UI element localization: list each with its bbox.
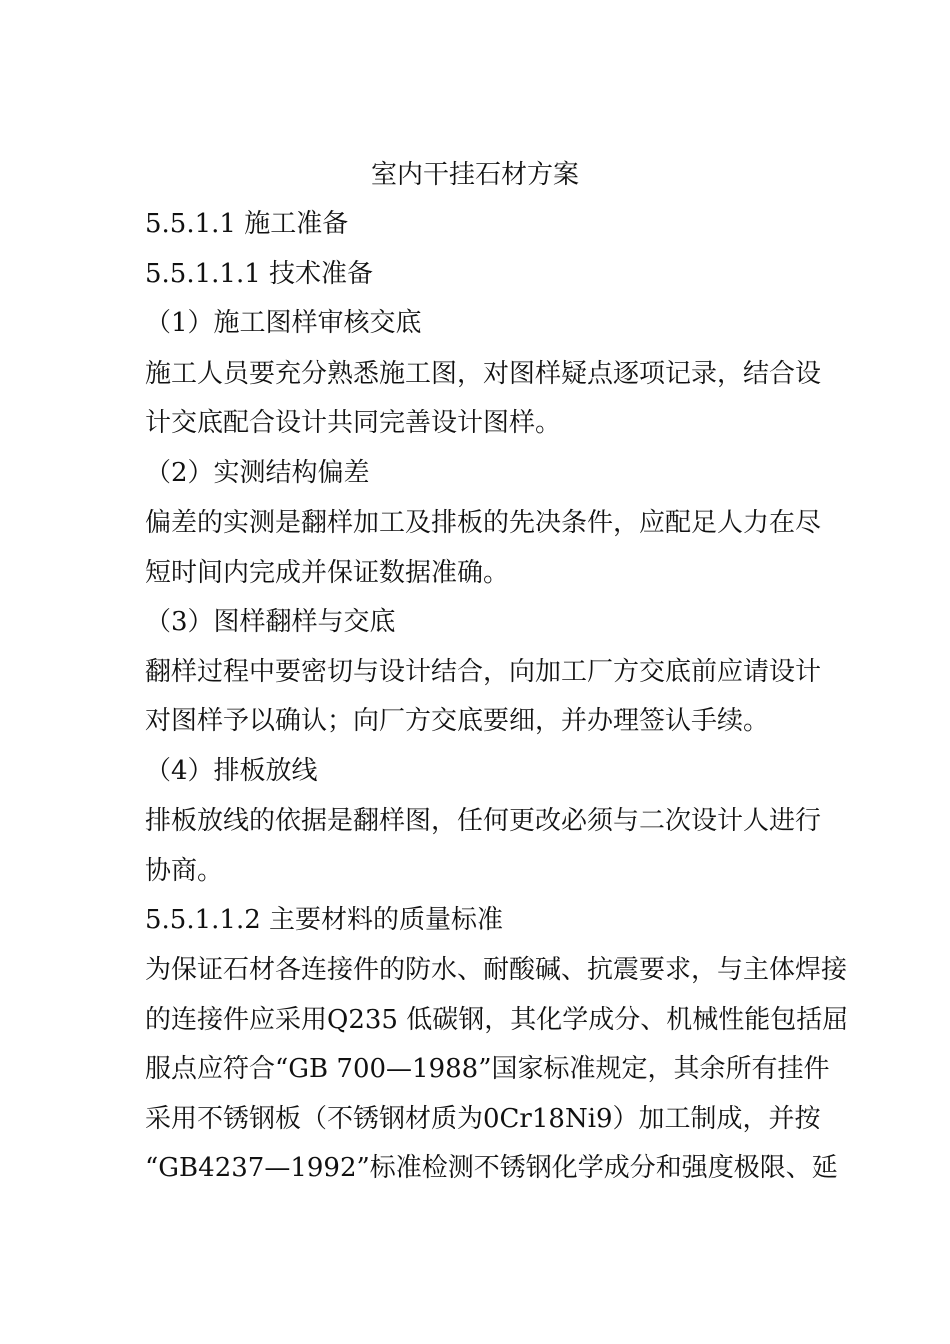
paragraph-line: 偏差的实测是翻样加工及排板的先决条件，应配足人力在尽 xyxy=(145,508,822,538)
paragraph-line: “GB4237—1992”标准检测不锈钢化学成分和强度极限、延 xyxy=(145,1153,838,1183)
paragraph-line: 对图样予以确认；向厂方交底要细，并办理签认手续。 xyxy=(145,706,770,736)
section-heading: 5.5.1.1 施工准备 xyxy=(145,209,349,239)
item-heading: （3）图样翻样与交底 xyxy=(145,607,396,637)
item-heading: （4）排板放线 xyxy=(145,756,318,786)
paragraph-line: 为保证石材各连接件的防水、耐酸碱、抗震要求，与主体焊接 xyxy=(145,955,848,985)
item-heading: （1）施工图样审核交底 xyxy=(145,308,422,338)
paragraph-line: 采用不锈钢板（不锈钢材质为0Cr18Ni9）加工制成，并按 xyxy=(145,1104,821,1134)
paragraph-line: 计交底配合设计共同完善设计图样。 xyxy=(145,408,562,438)
paragraph-line: 短时间内完成并保证数据准确。 xyxy=(145,558,510,588)
paragraph-line: 施工人员要充分熟悉施工图，对图样疑点逐项记录，结合设 xyxy=(145,359,822,389)
subsection-heading: 5.5.1.1.1 技术准备 xyxy=(145,259,374,289)
subsection-heading: 5.5.1.1.2 主要材料的质量标准 xyxy=(145,905,504,935)
paragraph-line: 排板放线的依据是翻样图，任何更改必须与二次设计人进行 xyxy=(145,806,822,836)
paragraph-line: 协商。 xyxy=(145,856,224,886)
item-heading: （2）实测结构偏差 xyxy=(145,458,370,488)
document-title: 室内干挂石材方案 xyxy=(370,160,579,190)
paragraph-line: 翻样过程中要密切与设计结合，向加工厂方交底前应请设计 xyxy=(145,657,822,687)
paragraph-line: 的连接件应采用Q235 低碳钢，其化学成分、机械性能包括屈 xyxy=(145,1005,849,1035)
paragraph-line: 服点应符合“GB 700—1988”国家标准规定，其余所有挂件 xyxy=(145,1054,830,1084)
